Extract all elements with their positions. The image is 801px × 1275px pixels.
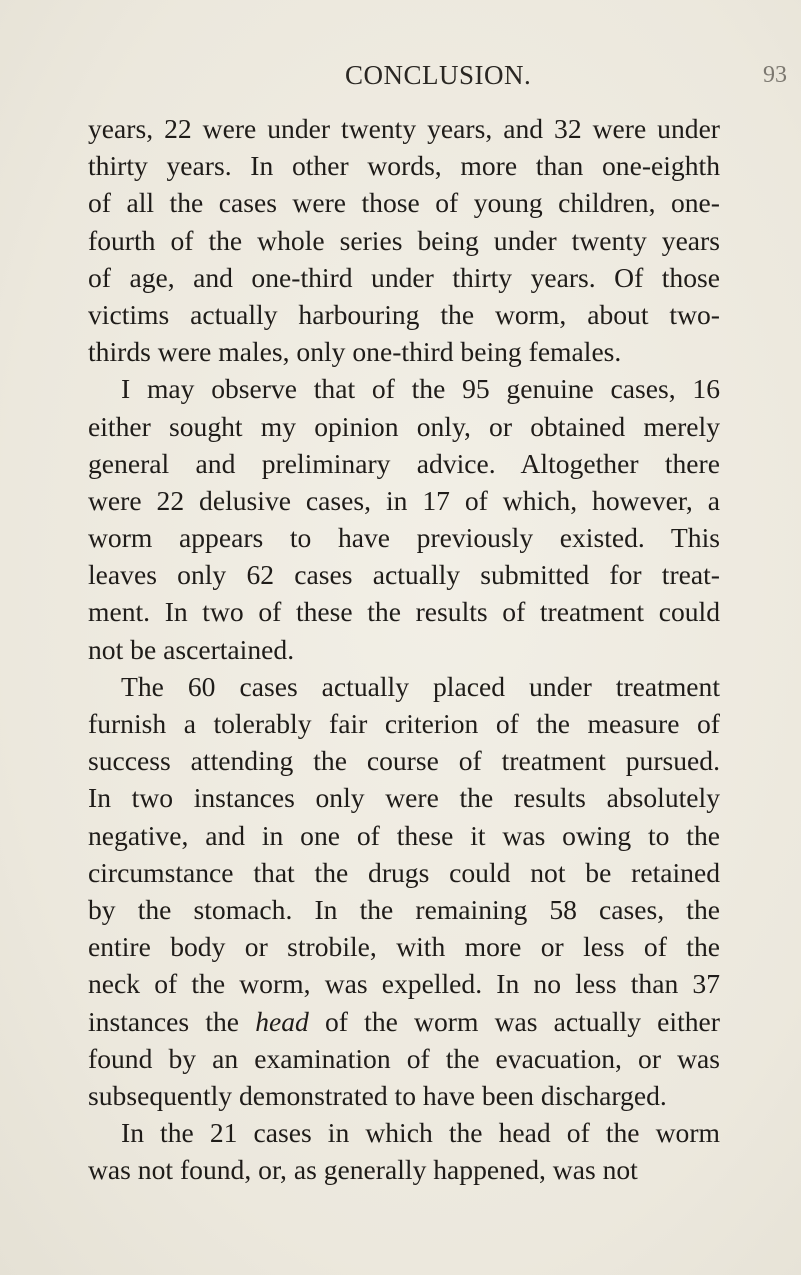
italic-word: head xyxy=(255,1005,309,1037)
text-line: thirds were males, only one-third being females. xyxy=(88,336,622,368)
text-line: In the 21 cases in which the head of the worm xyxy=(121,1117,720,1149)
text-line: fourth of the whole series being under twenty years xyxy=(88,224,720,256)
running-title: CONCLUSION. xyxy=(345,60,532,90)
text-line: not be ascertained. xyxy=(88,633,295,665)
text-line: thirty years. In other words, more than one-eighth xyxy=(88,150,720,182)
text-line: found by an examination of the evacuation, or was xyxy=(88,1042,720,1074)
text-line: of all the cases were those of young children, one- xyxy=(88,187,720,219)
text-line: The 60 cases actually placed under treatment xyxy=(121,670,720,702)
text-line: were 22 delusive cases, in 17 of which, however, a xyxy=(88,484,720,516)
text-line: either sought my opinion only, or obtained merely xyxy=(88,410,720,442)
text-line: worm appears to have previously existed. This xyxy=(88,522,720,554)
text-line: success attending the course of treatment pursued. xyxy=(88,745,720,777)
italic-after: of the worm was actually either xyxy=(308,1005,720,1037)
text-line: years, 22 were under twenty years, and 32 were under xyxy=(88,113,720,144)
text-line: furnish a tolerably fair criterion of the measure of xyxy=(88,708,720,739)
text-line: leaves only 62 cases actually submitted for treat- xyxy=(88,559,720,591)
text-line: ment. In two of these the results of treatment could xyxy=(88,596,720,628)
text-line: was not found, or, as generally happened, was not xyxy=(88,1154,638,1186)
text-line: entire body or strobile, with more or less of the xyxy=(88,931,720,963)
text-line-italic xyxy=(88,1003,720,1040)
text-line: by the stomach. In the remaining 58 cases, the xyxy=(88,893,720,925)
text-line: circumstance that the drugs could not be retained xyxy=(88,856,720,888)
text-line: In two instances only were the results absolutely xyxy=(88,782,720,814)
running-head xyxy=(0,60,801,100)
text-line: subsequently demonstrated to have been discharged. xyxy=(88,1079,667,1111)
text-line: neck of the worm, was expelled. In no less than 37 xyxy=(88,968,720,1000)
text-line: I may observe that of the 95 genuine cases, 16 xyxy=(121,373,720,405)
page-number: 93 xyxy=(763,62,787,88)
text-line: general and preliminary advice. Altogether there xyxy=(88,447,720,479)
body-text xyxy=(88,110,720,1188)
italic-before: instances the xyxy=(88,1005,256,1037)
text-line: of age, and one-third under thirty years. Of those xyxy=(88,261,720,293)
text-line: negative, and in one of these it was owing to the xyxy=(88,819,720,851)
text-line: victims actually harbouring the worm, about two- xyxy=(88,298,720,330)
